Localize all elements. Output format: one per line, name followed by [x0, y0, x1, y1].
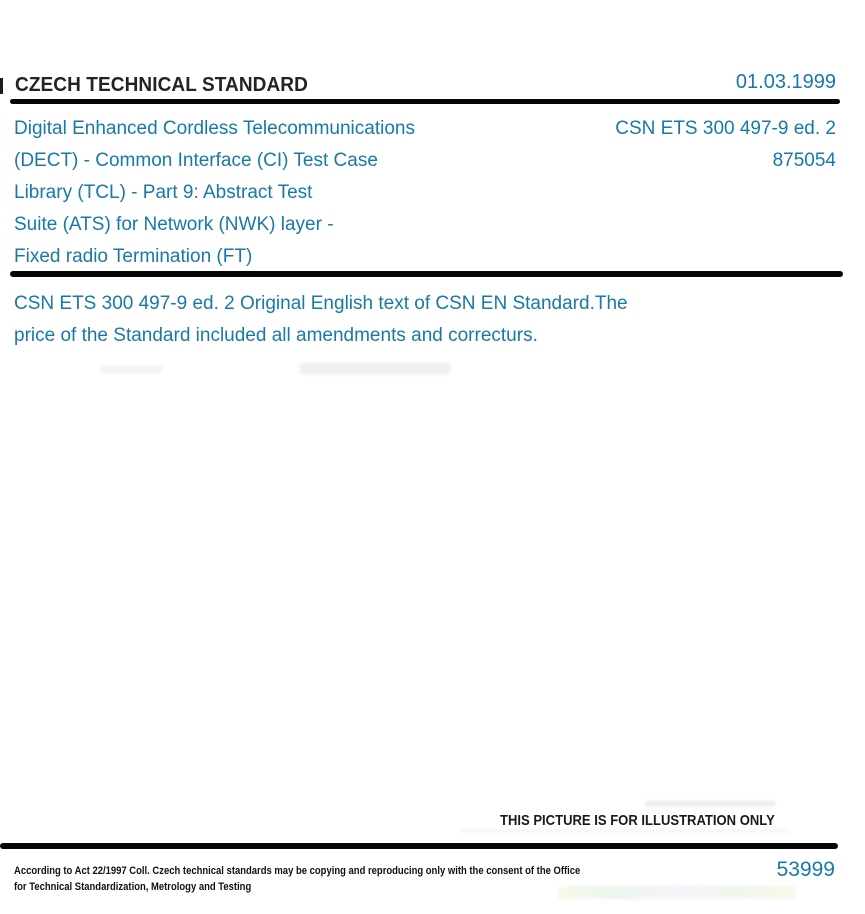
copyright-line: for Technical Standardization, Metrology and Testing	[14, 881, 252, 893]
illustration-disclaimer: THIS PICTURE IS FOR ILLUSTRATION ONLY	[500, 812, 775, 829]
price-code: 53999	[776, 858, 835, 881]
standard-title-line: Library (TCL) - Part 9: Abstract Test	[14, 182, 313, 203]
ghost-artifact	[300, 363, 450, 374]
ghost-artifact	[558, 886, 796, 899]
header-divider	[10, 99, 840, 104]
standard-title-line: Fixed radio Termination (FT)	[14, 246, 253, 267]
scan-edge-artifact	[0, 78, 3, 94]
standard-title-line: Suite (ATS) for Network (NWK) layer -	[14, 214, 334, 235]
copyright-notice	[14, 863, 580, 895]
ghost-artifact	[645, 801, 775, 806]
copyright-line: According to Act 22/1997 Coll. Czech technical standards may be copying and reproducing only with the consent of the Office	[14, 865, 581, 877]
title-divider	[10, 271, 843, 277]
footer-divider	[0, 843, 838, 849]
standard-reference	[516, 113, 836, 177]
standard-description	[14, 288, 774, 352]
description-line: CSN ETS 300 497-9 ed. 2 Original English text of CSN EN Standard.The	[14, 293, 628, 314]
standard-title-line: Digital Enhanced Cordless Telecommunications	[14, 118, 415, 139]
issue-date: 01.03.1999	[735, 71, 836, 93]
description-line: price of the Standard included all amendments and correcturs.	[14, 325, 538, 346]
standard-title-line: (DECT) - Common Interface (CI) Test Case	[14, 150, 378, 171]
standard-title	[14, 113, 514, 273]
page-title: CZECH TECHNICAL STANDARD	[15, 74, 308, 96]
standard-catalog-number: 875054	[772, 150, 836, 171]
standard-designation: CSN ETS 300 497-9 ed. 2	[615, 118, 836, 139]
ghost-artifact	[100, 366, 162, 373]
ghost-artifact	[460, 829, 790, 833]
